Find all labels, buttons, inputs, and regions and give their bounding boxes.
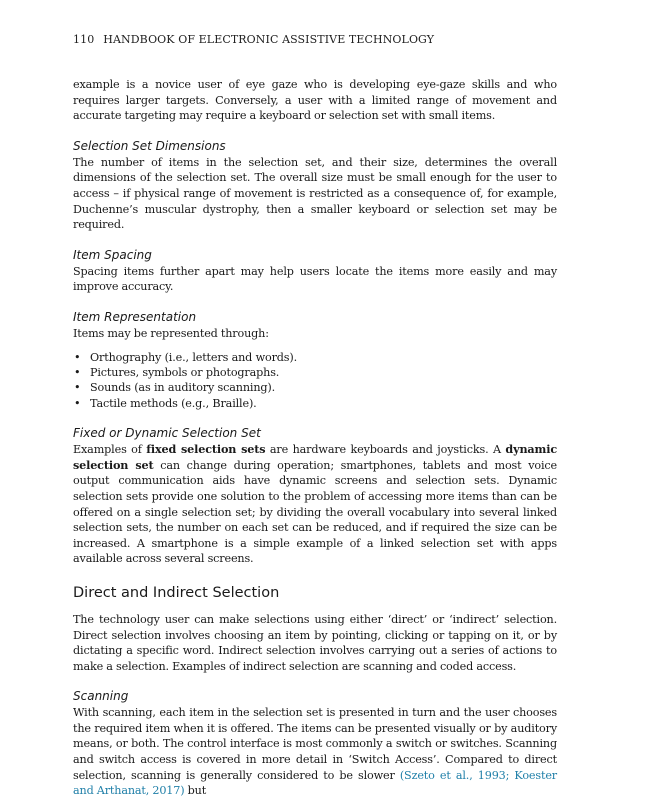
term-fixed-selection-sets: fixed selection sets	[146, 442, 266, 457]
citation-link[interactable]: (Szeto et al., 1993; Koester and Arthanat, 2017)	[73, 768, 557, 798]
paragraph-direct-indirect: The technology user can make selections using either ‘direct’ or ‘indirect’ selection. Direct selection involves choosing an item by pointing, clicking or tapping on it, or by dictating a specific word. Indirect selection involves carrying out a series of actions to make a selection. Examples of indirect selection are scanning and coded access.	[73, 612, 557, 673]
paragraph-item-spacing: Spacing items further apart may help users locate the items more easily and may improve accuracy.	[73, 264, 557, 294]
paragraph-fixed-dynamic	[73, 442, 557, 567]
text-run: can change during operation; smartphones, tablets and most voice output communication aids have dynamic screens and selection sets. Dynamic selection sets provide one solution to the problem of accessing more items than can be offered on a single selection set; by dividing the overall vocabulary into several linked selection sets, the number on each set can be reduced, and if required the size can be increased. A smartphone is a simple example of a linked selection set with apps available across several screens.	[73, 458, 557, 566]
text-run: With scanning, each item in the selection set is presented in turn and the user chooses the required item when it is offered. The items can be presented visually or by auditory means, or both. The control interface is most commonly a switch or switches. Scanning and switch access is covered in more detail in ‘Switch Access’. Compared to direct selection, scanning is generally considered to be slower	[73, 706, 557, 782]
page-number: 110	[73, 33, 95, 46]
paragraph-scanning	[73, 705, 557, 799]
heading-item-spacing: Item Spacing	[73, 247, 152, 262]
term-dynamic-selection-set: dynamic selection set	[73, 442, 557, 472]
heading-item-representation: Item Representation	[73, 309, 197, 324]
heading-direct-indirect: Direct and Indirect Selection	[73, 584, 280, 601]
list-item: • Sounds (as in auditory scanning).	[73, 380, 557, 395]
intro-paragraph: example is a novice user of eye gaze who is developing eye-gaze skills and who requires larger targets. Conversely, a user with a limited range of movement and accurate targeting may require a keyboard or selection set with small items.	[73, 78, 557, 123]
heading-scanning: Scanning	[73, 689, 129, 704]
text-run: Examples of	[73, 443, 147, 457]
text-run: are hardware keyboards and joysticks. A	[265, 443, 506, 457]
representation-list	[73, 350, 557, 412]
paragraph-item-representation: Items may be represented through:	[73, 326, 269, 340]
heading-selection-set-dimensions: Selection Set Dimensions	[73, 138, 226, 153]
list-item: • Tactile methods (e.g., Braille).	[73, 396, 557, 411]
paragraph-selection-set-dimensions: The number of items in the selection set, and their size, determines the overall dimensions of the selection set. The overall size must be small enough for the user to access – if physical range of movement is restricted as a consequence of, for example, Duchenne’s muscular dystrophy, then a smaller keyboard or selection set may be required.	[73, 155, 557, 232]
list-item: • Pictures, symbols or photographs.	[73, 365, 557, 380]
running-head	[73, 30, 557, 50]
list-item: • Orthography (i.e., letters and words).	[73, 350, 557, 365]
book-title: HANDBOOK OF ELECTRONIC ASSISTIVE TECHNOLOGY	[103, 33, 435, 46]
document-page	[73, 30, 557, 799]
text-run: but	[184, 784, 207, 798]
heading-fixed-dynamic: Fixed or Dynamic Selection Set	[73, 426, 261, 441]
